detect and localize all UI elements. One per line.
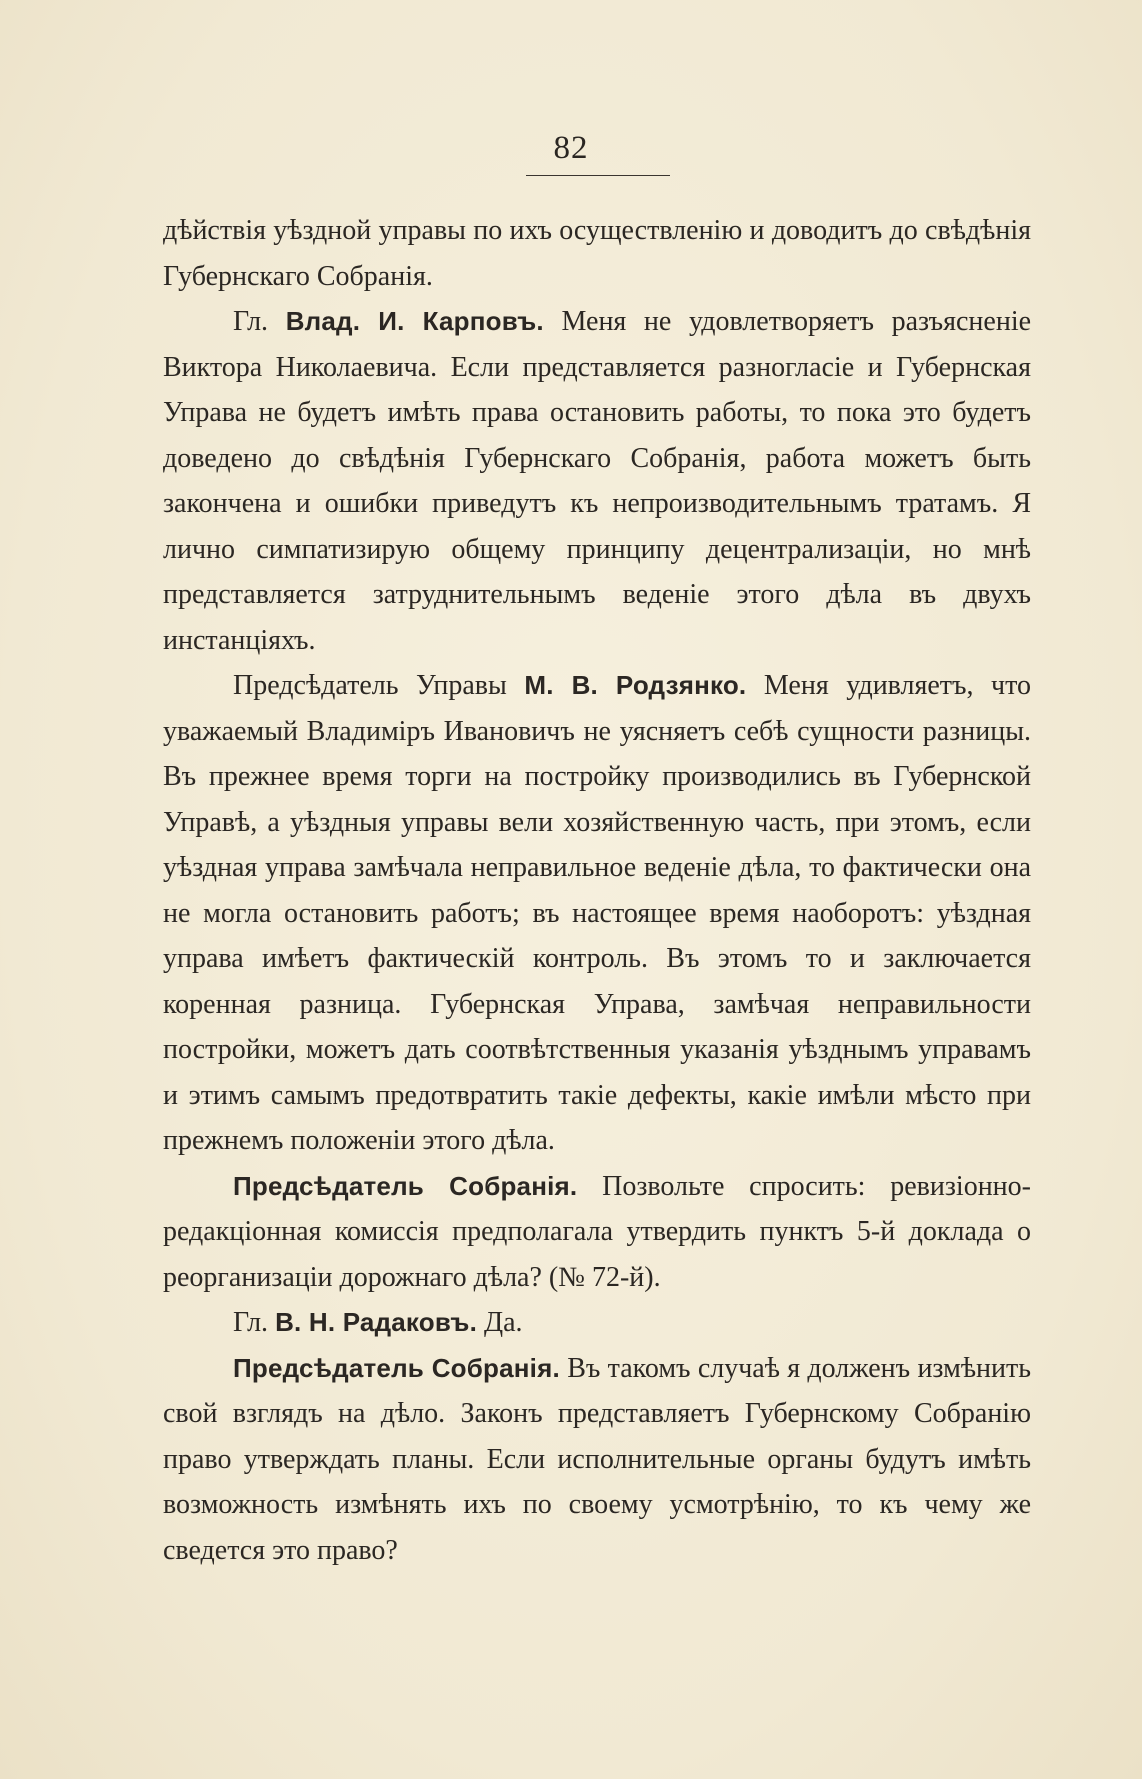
paragraph-text: Позвольте спросить: ревизіонно-редакціонная комиссія предполагала утвердить пунктъ 5-й доклада о реорганизаціи дорожнаго дѣла? (№ 72-й). <box>163 1170 1031 1293</box>
page-number: 82 <box>553 130 589 166</box>
paragraph-text: Меня удивляетъ, что уважаемый Владиміръ Ивановичъ не уясняетъ себѣ сущности разницы. Въ прежнее время торги на постройку производились въ Губернской Управѣ, а уѣздныя управы вели хозяйственную часть, при этомъ, если уѣздная управа замѣчала неправильное веденіе дѣла, то фактически она не могла остановить работъ; въ настоящее время наоборотъ: уѣздная управа имѣетъ фактическій контроль. Въ этомъ то и заключается коренная разница. Губернская Управа, замѣчая неправильности постройки, можетъ дать соотвѣтственныя указанія уѣзднымъ управамъ и этимъ самымъ предотвратить такіе дефекты, какіе имѣли мѣсто при прежнемъ положеніи этого дѣла. <box>163 670 1031 1156</box>
paragraph-text: Да. <box>484 1307 523 1338</box>
body-text <box>163 208 1031 1573</box>
speaker-name: В. Н. Радаковъ. <box>275 1307 477 1337</box>
page-header <box>0 128 1142 168</box>
paragraph-radakov <box>163 1300 1031 1346</box>
speaker-name: Предсѣдатель Собранія. <box>233 1352 560 1383</box>
paragraph-chairman-conclusion <box>163 1346 1031 1574</box>
speaker-prefix: Гл. <box>233 1307 269 1338</box>
speaker-name: Предсѣдатель Собранія. <box>233 1170 578 1201</box>
header-rule <box>526 175 670 176</box>
paragraph-text: дѣйствія уѣздной управы по ихъ осуществленію и доводитъ до свѣдѣнія Губернскаго Собранія. <box>163 215 1031 292</box>
paragraph-chairman-question <box>163 1164 1031 1301</box>
paragraph-karpov <box>163 299 1031 663</box>
paragraph-rodzyanko <box>163 663 1031 1164</box>
speaker-name: М. В. Родзянко. <box>524 670 747 700</box>
speaker-prefix: Гл. <box>233 306 269 337</box>
speaker-prefix: Предсѣдатель Управы <box>233 670 507 701</box>
paragraph-continuation <box>163 208 1031 299</box>
paragraph-text: Въ такомъ случаѣ я долженъ измѣнить свой взглядъ на дѣло. Законъ представляетъ Губернскому Собранію право утверждать планы. Если исполнительные органы будутъ имѣть возможность измѣнять ихъ по своему усмотрѣнію, то къ чему же сведется это право? <box>163 1352 1031 1566</box>
speaker-name: Влад. И. Карповъ. <box>285 306 544 336</box>
paragraph-text: Меня не удовлетворяетъ разъясненіе Виктора Николаевича. Если представляется разногласіе и Губернская Управа не будетъ имѣть права остановить работы, то пока это будетъ доведено до свѣдѣнія Губернскаго Собранія, работа можетъ быть закончена и ошибки приведутъ къ непроизводительнымъ тратамъ. Я лично симпатизирую общему принципу децентрализаціи, но мнѣ представляется затруднительнымъ веденіе этого дѣла въ двухъ инстанціяхъ. <box>163 306 1032 656</box>
